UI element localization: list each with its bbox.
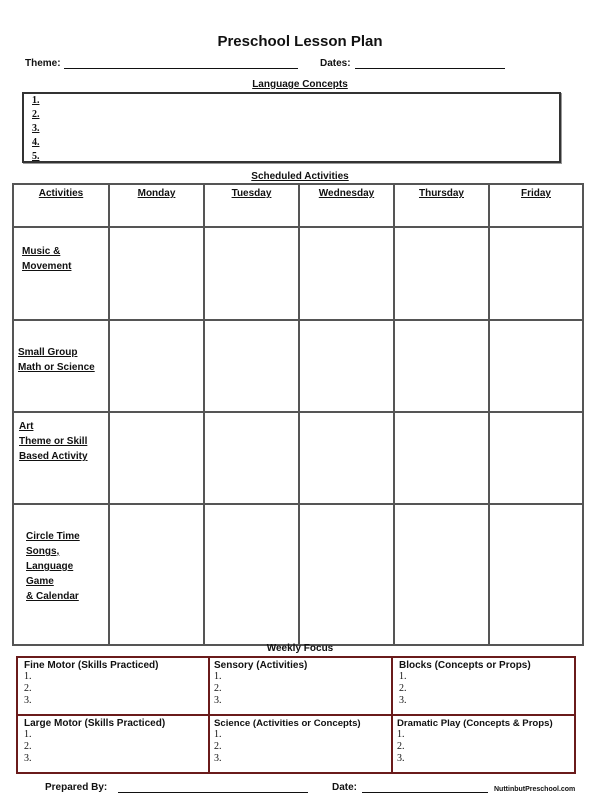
focus-item: 3. — [214, 753, 222, 764]
schedule-cell[interactable] — [204, 320, 299, 412]
schedule-cell[interactable] — [489, 227, 583, 320]
column-header-activities: Activities — [13, 184, 109, 227]
date-label: Date: — [332, 782, 358, 793]
schedule-cell[interactable] — [109, 227, 204, 320]
focus-item: 1. — [397, 729, 405, 740]
focus-item: 1. — [214, 729, 222, 740]
focus-cell-title: Blocks (Concepts or Props) — [399, 660, 531, 671]
language-item-5: 5. — [32, 151, 40, 162]
theme-label: Theme: — [25, 58, 61, 69]
focus-item: 1. — [24, 671, 32, 682]
focus-cell-dramatic-play[interactable] — [397, 718, 573, 772]
row-label-line: Circle Time — [26, 531, 80, 542]
column-header-tuesday: Tuesday — [204, 184, 299, 227]
focus-item: 3. — [214, 695, 222, 706]
row-label-line: Game — [26, 576, 54, 587]
schedule-cell[interactable] — [299, 412, 394, 504]
focus-item: 2. — [24, 683, 32, 694]
table-row — [13, 320, 583, 412]
row-label-small-group — [13, 320, 109, 412]
table-row — [13, 227, 583, 320]
grid-divider — [18, 714, 574, 716]
focus-item: 3. — [24, 753, 32, 764]
language-item-1: 1. — [32, 95, 40, 106]
focus-cell-blocks[interactable] — [399, 660, 573, 714]
focus-cell-large-motor[interactable] — [24, 718, 206, 772]
row-label-line: Theme or Skill — [19, 436, 88, 447]
language-concepts-box — [22, 92, 561, 163]
table-row — [13, 412, 583, 504]
row-label-art — [13, 412, 109, 504]
schedule-cell[interactable] — [109, 504, 204, 645]
focus-item: 3. — [24, 695, 32, 706]
focus-cell-title: Large Motor (Skills Practiced) — [24, 718, 166, 729]
row-label-line: Language — [26, 561, 74, 572]
schedule-cell[interactable] — [109, 412, 204, 504]
column-header-friday: Friday — [489, 184, 583, 227]
column-header-wednesday: Wednesday — [299, 184, 394, 227]
row-label-line: Movement — [22, 261, 72, 272]
row-label-line: Art — [19, 421, 34, 432]
schedule-cell[interactable] — [394, 227, 489, 320]
focus-cell-title: Science (Activities or Concepts) — [214, 718, 361, 729]
row-label-music — [13, 227, 109, 320]
page-title: Preschool Lesson Plan — [217, 33, 383, 50]
focus-cell-title: Fine Motor (Skills Practiced) — [24, 660, 159, 671]
focus-item: 2. — [214, 683, 222, 694]
dates-line[interactable] — [355, 68, 505, 69]
row-label-line: Math or Science — [18, 362, 95, 373]
scheduled-activities-heading: Scheduled Activities — [251, 171, 349, 182]
schedule-cell[interactable] — [394, 412, 489, 504]
table-row — [13, 504, 583, 645]
schedule-cell[interactable] — [109, 320, 204, 412]
row-label-line: & Calendar — [26, 591, 79, 602]
row-label-line: Music & — [22, 246, 61, 257]
focus-item: 2. — [397, 741, 405, 752]
column-header-monday: Monday — [109, 184, 204, 227]
focus-item: 3. — [397, 753, 405, 764]
focus-cell-sensory[interactable] — [214, 660, 390, 714]
language-item-3: 3. — [32, 123, 40, 134]
focus-item: 2. — [214, 741, 222, 752]
focus-item: 1. — [399, 671, 407, 682]
prepared-by-label: Prepared By: — [45, 782, 108, 793]
focus-cell-title: Dramatic Play (Concepts & Props) — [397, 718, 553, 729]
focus-item: 1. — [24, 729, 32, 740]
focus-cell-fine-motor[interactable] — [24, 660, 206, 714]
schedule-cell[interactable] — [394, 504, 489, 645]
language-concepts-heading: Language Concepts — [252, 79, 348, 90]
dates-label: Dates: — [320, 58, 351, 69]
row-label-line: Based Activity — [19, 451, 88, 462]
date-line[interactable] — [362, 792, 488, 793]
focus-cell-science[interactable] — [214, 718, 390, 772]
schedule-cell[interactable] — [204, 504, 299, 645]
focus-item: 1. — [214, 671, 222, 682]
schedule-cell[interactable] — [489, 320, 583, 412]
schedule-table — [12, 183, 584, 646]
focus-item: 2. — [399, 683, 407, 694]
language-item-4: 4. — [32, 137, 40, 148]
schedule-cell[interactable] — [489, 412, 583, 504]
schedule-cell[interactable] — [204, 412, 299, 504]
theme-line[interactable] — [64, 68, 298, 69]
focus-item: 2. — [24, 741, 32, 752]
row-label-line: Small Group — [18, 347, 78, 358]
row-label-circle-time — [13, 504, 109, 645]
schedule-cell[interactable] — [299, 227, 394, 320]
schedule-cell[interactable] — [394, 320, 489, 412]
focus-cell-title: Sensory (Activities) — [214, 660, 308, 671]
row-label-line: Songs, — [26, 546, 60, 557]
schedule-cell[interactable] — [299, 504, 394, 645]
schedule-cell[interactable] — [204, 227, 299, 320]
schedule-cell[interactable] — [489, 504, 583, 645]
prepared-by-line[interactable] — [118, 792, 308, 793]
focus-item: 3. — [399, 695, 407, 706]
schedule-cell[interactable] — [299, 320, 394, 412]
language-item-2: 2. — [32, 109, 40, 120]
column-header-thursday: Thursday — [394, 184, 489, 227]
weekly-focus-heading: Weekly Focus — [266, 643, 334, 654]
site-credit: NuttinbutPreschool.com — [494, 786, 576, 793]
weekly-focus-grid — [16, 656, 576, 774]
